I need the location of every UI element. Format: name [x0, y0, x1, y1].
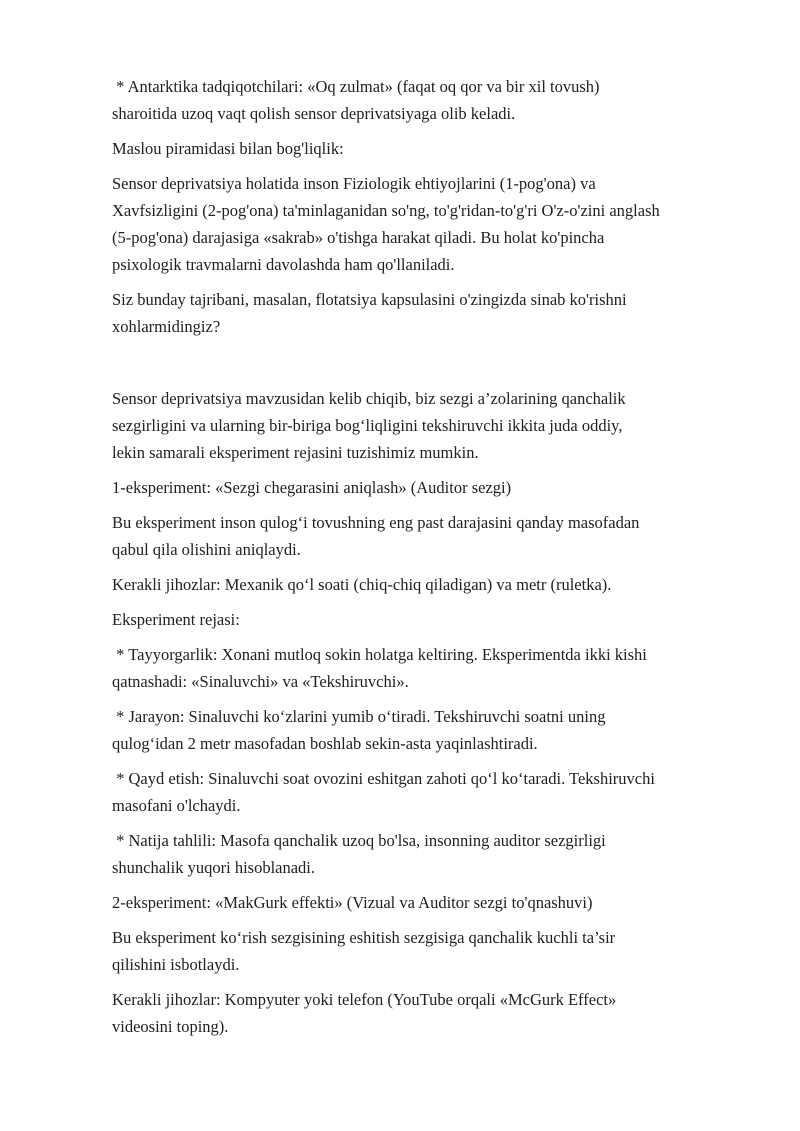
text-line: * Qayd etish: Sinaluvchi soat ovozini eshitgan zahoti qoʻl koʻtaradi. Tekshiruvchi	[112, 769, 655, 788]
text-line: Xavfsizligini (2-pog'ona) ta'minlaganidan so'ng, to'g'ridan-to'g'ri O'z-o'zini anglash	[112, 201, 660, 220]
paragraph-maslow-heading	[112, 135, 742, 162]
paragraph-equipment2	[112, 986, 742, 1040]
paragraph-experiment1-description	[112, 509, 742, 563]
text-line: xohlarmidingiz?	[112, 317, 221, 336]
paragraph-experiment2-description	[112, 924, 742, 978]
text-line: Sensor deprivatsiya holatida inson Fiziologik ehtiyojlarini (1-pog'ona) va	[112, 174, 596, 193]
text-line: Siz bunday tajribani, masalan, flotatsiya kapsulasini o'zingizda sinab ko'rishni	[112, 290, 627, 309]
paragraph-step-preparation	[112, 641, 742, 695]
text-line: 1-eksperiment: «Sezgi chegarasini aniqlash» (Auditor sezgi)	[112, 478, 512, 497]
paragraph-plan-heading	[112, 606, 742, 633]
text-line: sharoitida uzoq vaqt qolish sensor deprivatsiyaga olib keladi.	[112, 104, 516, 123]
paragraph-experiment1-title	[112, 474, 742, 501]
text-line: shunchalik yuqori hisoblanadi.	[112, 858, 316, 877]
paragraph-experiments-intro	[112, 385, 742, 466]
text-line: Maslou piramidasi bilan bog'liqlik:	[112, 139, 344, 158]
text-line: Kerakli jihozlar: Kompyuter yoki telefon (YouTube orqali «McGurk Effect»	[112, 990, 617, 1009]
text-line: * Antarktika tadqiqotchilari: «Oq zulmat» (faqat oq qor va bir xil tovush)	[112, 77, 600, 96]
section-break	[112, 348, 742, 385]
text-line: Bu eksperiment inson qulogʻi tovushning eng past darajasini qanday masofadan	[112, 513, 640, 532]
text-line: 2-eksperiment: «MakGurk effekti» (Vizual va Auditor sezgi to'qnashuvi)	[112, 893, 593, 912]
text-line: psixologik travmalarni davolashda ham qo'llaniladi.	[112, 255, 455, 274]
text-line: videosini toping).	[112, 1017, 229, 1036]
paragraph-step-analysis	[112, 827, 742, 881]
text-line: qulogʻidan 2 metr masofadan boshlab sekin-asta yaqinlashtiradi.	[112, 734, 538, 753]
paragraph-step-process	[112, 703, 742, 757]
text-line: masofani o'lchaydi.	[112, 796, 241, 815]
paragraph-maslow-body	[112, 170, 742, 278]
text-line: Kerakli jihozlar: Mexanik qoʻl soati (chiq-chiq qiladigan) va metr (ruletka).	[112, 575, 612, 594]
text-line: * Natija tahlili: Masofa qanchalik uzoq bo'lsa, insonning auditor sezgirligi	[112, 831, 606, 850]
text-line: qabul qila olishini aniqlaydi.	[112, 540, 301, 559]
text-line: qilishini isbotlaydi.	[112, 955, 240, 974]
paragraph-equipment1	[112, 571, 742, 598]
text-line: qatnashadi: «Sinaluvchi» va «Tekshiruvchi».	[112, 672, 409, 691]
paragraph-antarctica-bullet	[112, 73, 742, 127]
text-line: sezgirligini va ularning bir-biriga bogʻliqligini tekshiruvchi ikkita juda oddiy,	[112, 416, 623, 435]
text-line: Bu eksperiment koʻrish sezgisining eshitish sezgisiga qanchalik kuchli ta’sir	[112, 928, 616, 947]
paragraph-step-recording	[112, 765, 742, 819]
text-line: * Tayyorgarlik: Xonani mutloq sokin holatga keltiring. Eksperimentda ikki kishi	[112, 645, 647, 664]
text-line: (5-pog'ona) darajasiga «sakrab» o'tishga harakat qiladi. Bu holat ko'pincha	[112, 228, 605, 247]
paragraph-experiment2-title	[112, 889, 742, 916]
text-line: * Jarayon: Sinaluvchi koʻzlarini yumib oʻtiradi. Tekshiruvchi soatni uning	[112, 707, 606, 726]
text-line: Sensor deprivatsiya mavzusidan kelib chiqib, biz sezgi a’zolarining qanchalik	[112, 389, 626, 408]
text-line: Eksperiment rejasi:	[112, 610, 240, 629]
text-line: lekin samarali eksperiment rejasini tuzishimiz mumkin.	[112, 443, 479, 462]
paragraph-question	[112, 286, 742, 340]
